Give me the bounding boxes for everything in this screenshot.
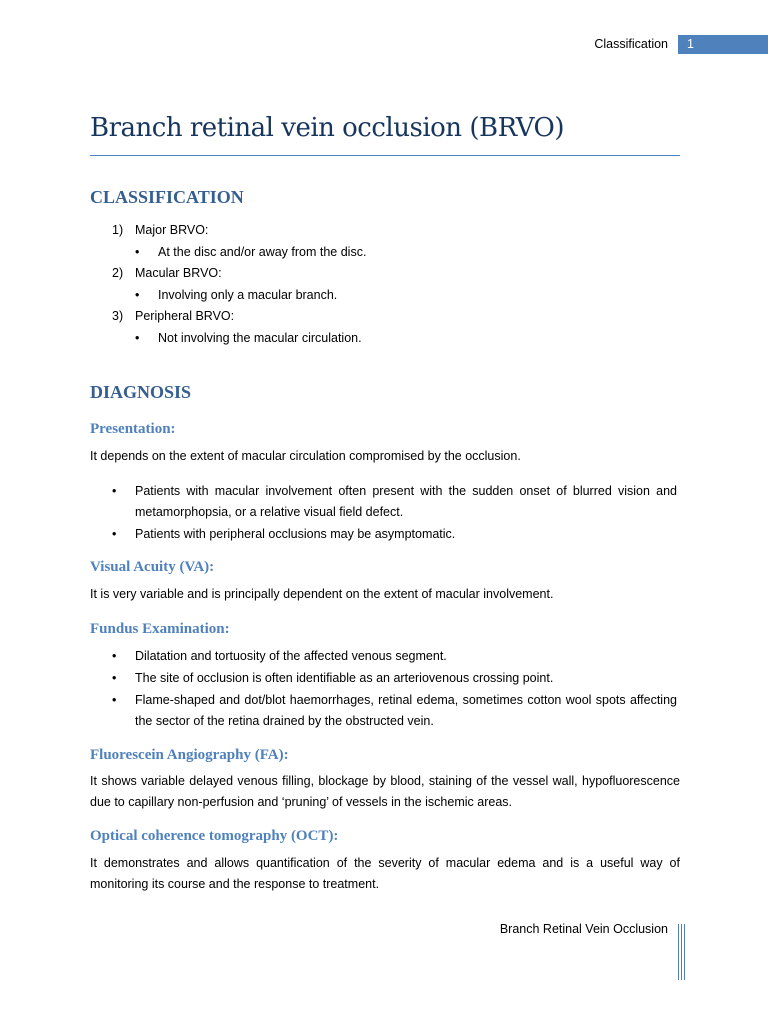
footer-text: Branch Retinal Vein Occlusion: [499, 922, 668, 936]
fa-heading: Fluorescein Angiography (FA):: [90, 747, 289, 763]
presentation-bullet: Patients with macular involvement often present with the sudden onset of blurred vision and metamorphopsia, or a relative visual field defect.: [135, 484, 677, 519]
bullet-icon: •: [112, 527, 117, 541]
presentation-text: It depends on the extent of macular circulation compromised by the occlusion.: [90, 449, 521, 463]
classification-heading: CLASSIFICATION: [90, 187, 244, 207]
visual-acuity-heading: Visual Acuity (VA):: [90, 559, 215, 575]
oct-text: It demonstrates and allows quantification of the severity of macular edema and is a useful way of monitoring its course and the response to treatment.: [90, 856, 680, 891]
page-header: [0, 35, 768, 55]
footer-rule: [684, 924, 685, 980]
list-item-bullet: Involving only a macular branch.: [158, 288, 338, 302]
footer-rule: [678, 924, 679, 980]
fundus-bullet: Flame-shaped and dot/blot haemorrhages, retinal edema, sometimes cotton wool spots affecting the sector of the retina drained by the obstructed vein.: [135, 693, 677, 728]
header-title: Classification: [594, 37, 668, 51]
list-item-label: Peripheral BRVO:: [135, 309, 235, 323]
bullet-icon: •: [135, 288, 140, 302]
fundus-bullet: The site of occlusion is often identifiable as an arteriovenous crossing point.: [135, 671, 554, 685]
fundus-heading: Fundus Examination:: [90, 621, 230, 637]
document-title: Branch retinal vein occlusion (BRVO): [90, 113, 564, 143]
list-number: 1): [112, 223, 124, 237]
oct-heading: Optical coherence tomography (OCT):: [90, 828, 339, 844]
bullet-icon: •: [112, 649, 117, 663]
presentation-heading: Presentation:: [90, 421, 176, 437]
diagnosis-heading: DIAGNOSIS: [90, 382, 192, 402]
list-item-bullet: Not involving the macular circulation.: [158, 331, 362, 345]
footer-rule: [681, 924, 682, 980]
list-item-label: Major BRVO:: [135, 223, 209, 237]
bullet-icon: •: [112, 693, 117, 707]
fundus-bullet: Dilatation and tortuosity of the affected venous segment.: [135, 649, 447, 663]
bullet-icon: •: [135, 331, 140, 345]
list-item-bullet: At the disc and/or away from the disc.: [158, 245, 367, 259]
title-underline: [90, 155, 680, 156]
bullet-icon: •: [112, 484, 117, 498]
fa-text: It shows variable delayed venous filling, blockage by blood, staining of the vessel wall, hypofluorescence due to capillary non-perfusion and ‘pruning’ of vessels in the ischemic areas.: [90, 774, 680, 809]
list-item-label: Macular BRVO:: [135, 266, 222, 280]
visual-acuity-text: It is very variable and is principally dependent on the extent of macular involvement.: [90, 587, 554, 601]
presentation-bullet: Patients with peripheral occlusions may be asymptomatic.: [135, 527, 456, 541]
list-number: 3): [112, 309, 124, 323]
list-number: 2): [112, 266, 124, 280]
bullet-icon: •: [112, 671, 117, 685]
bullet-icon: •: [135, 245, 140, 259]
page-number: 1: [678, 35, 768, 54]
